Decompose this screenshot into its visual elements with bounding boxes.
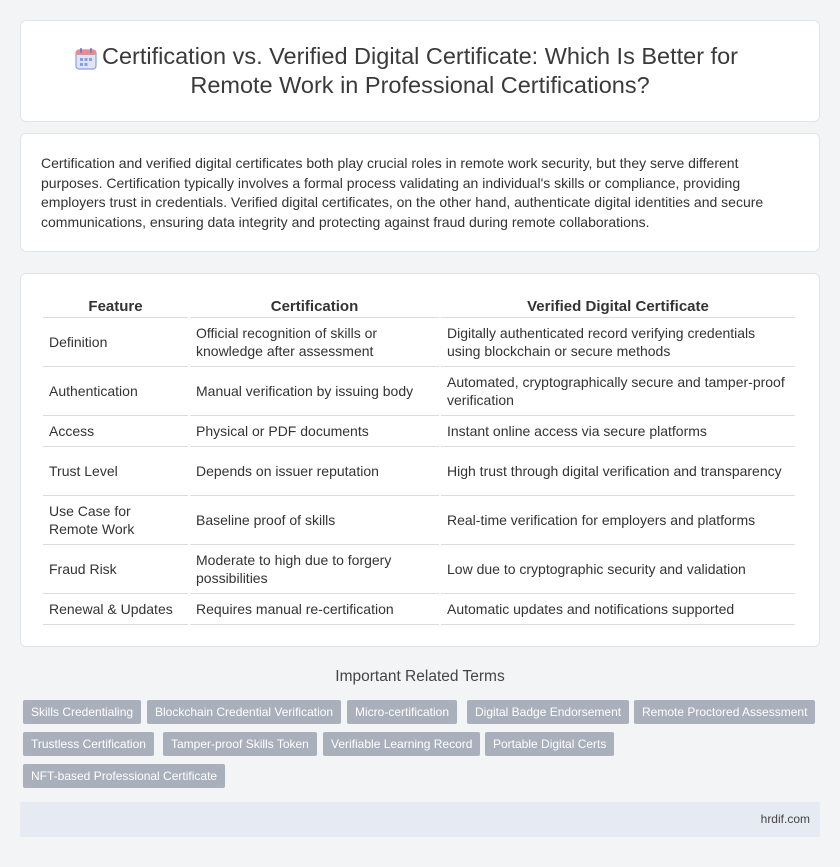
header-verified-digital-certificate: Verified Digital Certificate xyxy=(441,296,795,318)
cell-certification: Manual verification by issuing body xyxy=(190,367,439,416)
table-header-row xyxy=(43,296,795,318)
tag-trustless-certification[interactable]: Trustless Certification xyxy=(23,732,154,756)
comparison-table-card xyxy=(20,273,820,647)
cell-certification: Baseline proof of skills xyxy=(190,496,439,545)
tag-blockchain-credential-verification[interactable]: Blockchain Credential Verification xyxy=(147,700,341,724)
cell-feature: Use Case for Remote Work xyxy=(43,496,188,545)
cell-verified: Real-time verification for employers and platforms xyxy=(441,496,795,545)
tag-digital-badge-endorsement[interactable]: Digital Badge Endorsement xyxy=(467,700,629,724)
cell-verified: Automated, cryptographically secure and tamper-proof verification xyxy=(441,367,795,416)
cell-feature: Authentication xyxy=(43,367,188,416)
cell-verified: Instant online access via secure platforms xyxy=(441,416,795,447)
tag-portable-digital-certs[interactable]: Portable Digital Certs xyxy=(485,732,614,756)
table-row xyxy=(43,367,795,416)
footer-site-link[interactable]: hrdif.com xyxy=(760,812,810,826)
intro-paragraph: Certification and verified digital certificates both play crucial roles in remote work security, but they serve different purposes. Certification typically involves a formal process validating an individual's skills or compliance, providing employers trust in credentials. Verified digital certificates, on the other hand, authenticate digital identities and secure communications, ensuring data integrity and protecting against fraud during remote collaborations. xyxy=(41,155,764,230)
cell-verified: Automatic updates and notifications supported xyxy=(441,594,795,625)
tag-nft-based-professional-certificate[interactable]: NFT-based Professional Certificate xyxy=(23,764,225,788)
cell-verified: Digitally authenticated record verifying credentials using blockchain or secure methods xyxy=(441,318,795,367)
table-row xyxy=(43,545,795,594)
cell-feature: Trust Level xyxy=(43,447,188,496)
tag-remote-proctored-assessment[interactable]: Remote Proctored Assessment xyxy=(634,700,815,724)
cell-feature: Definition xyxy=(43,318,188,367)
table-row xyxy=(43,496,795,545)
title-card xyxy=(20,20,820,122)
header-certification: Certification xyxy=(190,296,439,318)
tag-micro-certification[interactable]: Micro-certification xyxy=(347,700,457,724)
tag-verifiable-learning-record[interactable]: Verifiable Learning Record xyxy=(323,732,480,756)
intro-card xyxy=(20,133,820,252)
cell-certification: Depends on issuer reputation xyxy=(190,447,439,496)
cell-feature: Renewal & Updates xyxy=(43,594,188,625)
cell-certification: Moderate to high due to forgery possibilities xyxy=(190,545,439,594)
table-row xyxy=(43,447,795,496)
cell-verified: Low due to cryptographic security and validation xyxy=(441,545,795,594)
comparison-table xyxy=(41,296,797,625)
table-row xyxy=(43,594,795,625)
table-row xyxy=(43,318,795,367)
tag-tamper-proof-skills-token[interactable]: Tamper-proof Skills Token xyxy=(163,732,317,756)
tag-skills-credentialing[interactable]: Skills Credentialing xyxy=(23,700,141,724)
page-title: Certification vs. Verified Digital Certificate: Which Is Better for Remote Work in Professional Certifications? xyxy=(101,43,739,98)
cell-verified: High trust through digital verification and transparency xyxy=(441,447,795,496)
cell-certification: Official recognition of skills or knowledge after assessment xyxy=(190,318,439,367)
footer xyxy=(20,802,820,837)
table-row xyxy=(43,416,795,447)
cell-feature: Fraud Risk xyxy=(43,545,188,594)
cell-feature: Access xyxy=(43,416,188,447)
header-feature: Feature xyxy=(43,296,188,318)
cell-certification: Physical or PDF documents xyxy=(190,416,439,447)
cell-certification: Requires manual re-certification xyxy=(190,594,439,625)
related-terms-heading: Important Related Terms xyxy=(335,668,505,685)
